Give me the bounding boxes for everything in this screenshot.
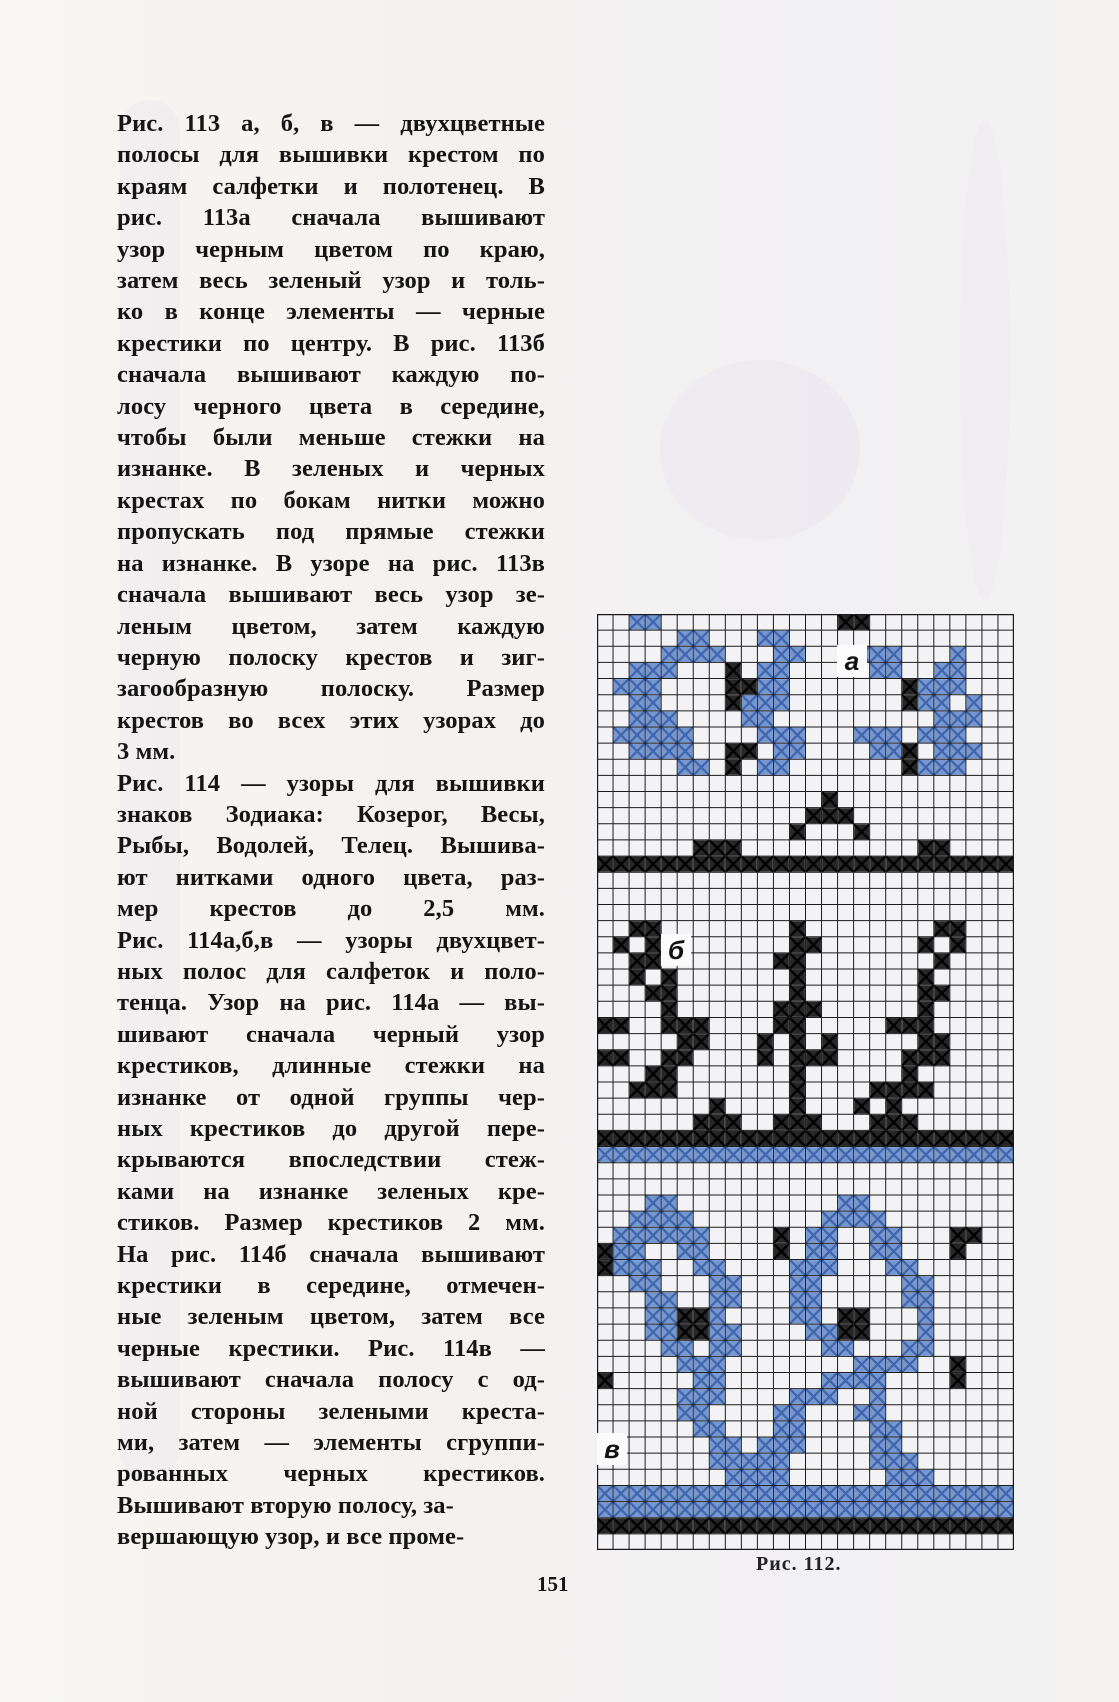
text-line: вышивают сначала полосу с од- [117,1366,545,1394]
text-line: рованных черных крестиков. [117,1460,545,1488]
text-line: изнанке. В зеленых и черных [117,455,545,483]
text-line: знаков Зодиака: Козерог, Весы, [117,800,545,828]
print-smudge [660,360,860,540]
figure-caption: Рис. 112. [756,1553,842,1575]
text-line: крестов во всех этих узорах до [117,706,545,734]
figure-label-v: в [597,1433,627,1465]
text-line: Рис. 114а,б,в — узоры двухцвет- [117,926,545,954]
text-line: ных полос для салфеток и поло- [117,957,545,985]
text-line: 3 мм. [117,738,176,766]
text-line: леным цветом, затем каждую [117,612,545,640]
text-line: узор черным цветом по краю, [117,235,545,263]
text-line: ной стороны зелеными креста- [117,1397,545,1425]
text-line: пропускать под прямые стежки [117,518,545,546]
text-line: тенца. Узор на рис. 114а — вы- [117,989,545,1017]
figure-label-a: а [837,645,867,677]
text-line: крестах по бокам нитки можно [117,486,545,514]
text-line: черную полоску крестов и зиг- [117,643,545,671]
text-line: Рис. 113 а, б, в — двухцветные [117,110,545,137]
text-line: на изнанке. В узоре на рис. 113в [117,549,545,577]
text-line: изнанке от одной группы чер- [117,1083,545,1111]
page-number: 151 [537,1572,569,1596]
text-line: рис. 113а сначала вышивают [117,204,545,232]
text-line: Рыбы, Водолей, Телец. Вышива- [117,832,545,860]
text-line: чтобы были меньше стежки на [117,424,545,452]
text-line: ко в конце элементы — черные [117,298,545,326]
text-line: ных крестиков до другой пере- [117,1115,545,1142]
text-line: Рис. 114 — узоры для вышивки [117,769,545,797]
text-line: На рис. 114б сначала вышивают [117,1240,545,1268]
text-line: сначала вышивают весь узор зе- [117,581,545,609]
body-text [117,108,545,1553]
text-line: стиков. Размер крестиков 2 мм. [117,1209,545,1237]
figure-label-b: б [661,934,691,966]
text-line: лосу черного цвета в середине, [117,392,545,420]
text-line: крестики по центру. В рис. 113б [117,329,545,357]
stitch-grid-svg [597,614,1014,1550]
text-line: крестиков, длинные стежки на [117,1052,545,1080]
text-line: краям салфетки и полотенец. В [117,172,545,200]
text-line: ками на изнанке зеленых кре- [117,1177,545,1205]
text-line: сначала вышивают каждую по- [117,361,545,389]
text-line: ми, затем — элементы сгруппи- [117,1429,545,1457]
text-line: затем весь зеленый узор и толь- [117,267,545,295]
text-line: Вышивают вторую полосу, за- [117,1491,454,1519]
text-line: черные крестики. Рис. 114в — [117,1334,545,1362]
text-line: загообразную полоску. Размер [117,675,545,703]
text-line: крестики в середине, отмечен- [117,1272,545,1300]
print-smudge [960,120,1010,600]
text-line: ют нитками одного цвета, раз- [117,863,545,891]
text-line: вершающую узор, и все проме- [117,1523,465,1551]
text-line: мер крестов до 2,5 мм. [117,895,545,923]
text-line: ные зеленым цветом, затем все [117,1303,545,1331]
cross-stitch-chart [597,614,1014,1550]
text-line: крываются впоследствии стеж- [117,1146,545,1174]
text-line: полосы для вышивки крестом по [117,141,545,169]
text-line: шивают сначала черный узор [117,1020,545,1048]
